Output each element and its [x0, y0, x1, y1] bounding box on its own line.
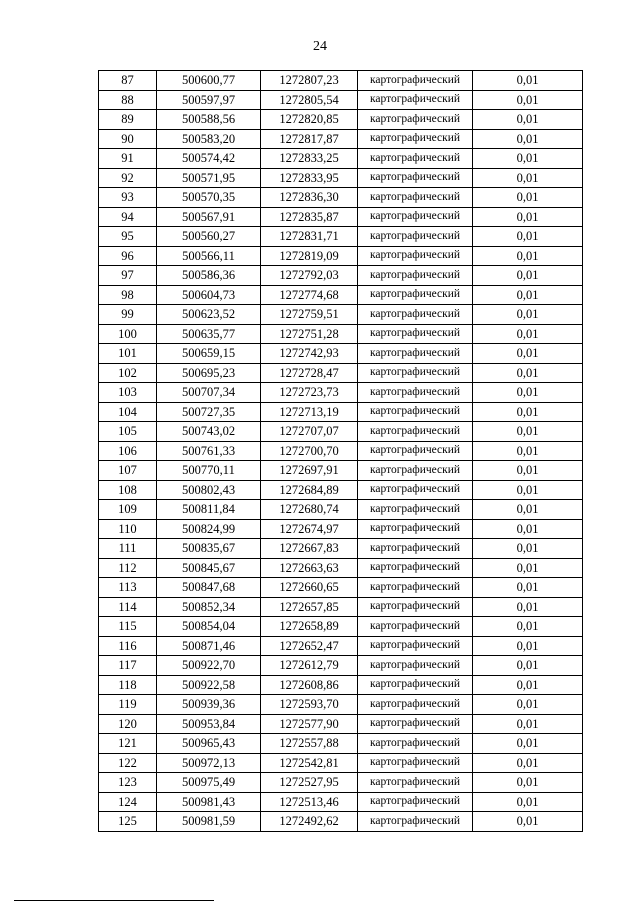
x-coordinate-cell: 500727,35 — [157, 402, 261, 422]
table-row — [99, 812, 583, 832]
point-number-cell: 109 — [99, 500, 157, 520]
accuracy-cell: 0,01 — [473, 734, 583, 754]
y-coordinate-cell: 1272700,70 — [261, 441, 358, 461]
y-coordinate-cell: 1272759,51 — [261, 305, 358, 325]
point-number-cell: 118 — [99, 675, 157, 695]
x-coordinate-cell: 500981,43 — [157, 792, 261, 812]
x-coordinate-cell: 500583,20 — [157, 129, 261, 149]
method-cell: картографический — [358, 383, 473, 403]
method-cell: картографический — [358, 207, 473, 227]
point-number-cell: 94 — [99, 207, 157, 227]
x-coordinate-cell: 500566,11 — [157, 246, 261, 266]
table-row — [99, 207, 583, 227]
table-row — [99, 773, 583, 793]
method-cell: картографический — [358, 344, 473, 364]
y-coordinate-cell: 1272663,63 — [261, 558, 358, 578]
method-cell: картографический — [358, 714, 473, 734]
accuracy-cell: 0,01 — [473, 558, 583, 578]
y-coordinate-cell: 1272836,30 — [261, 188, 358, 208]
x-coordinate-cell: 500965,43 — [157, 734, 261, 754]
point-number-cell: 97 — [99, 266, 157, 286]
table-row — [99, 714, 583, 734]
accuracy-cell: 0,01 — [473, 71, 583, 91]
method-cell: картографический — [358, 617, 473, 637]
x-coordinate-cell: 500811,84 — [157, 500, 261, 520]
accuracy-cell: 0,01 — [473, 188, 583, 208]
table-row — [99, 558, 583, 578]
table-row — [99, 597, 583, 617]
accuracy-cell: 0,01 — [473, 500, 583, 520]
method-cell: картографический — [358, 422, 473, 442]
method-cell: картографический — [358, 792, 473, 812]
y-coordinate-cell: 1272819,09 — [261, 246, 358, 266]
x-coordinate-cell: 500623,52 — [157, 305, 261, 325]
x-coordinate-cell: 500597,97 — [157, 90, 261, 110]
method-cell: картографический — [358, 578, 473, 598]
accuracy-cell: 0,01 — [473, 480, 583, 500]
accuracy-cell: 0,01 — [473, 227, 583, 247]
point-number-cell: 101 — [99, 344, 157, 364]
x-coordinate-cell: 500871,46 — [157, 636, 261, 656]
y-coordinate-cell: 1272657,85 — [261, 597, 358, 617]
table-row — [99, 363, 583, 383]
point-number-cell: 104 — [99, 402, 157, 422]
accuracy-cell: 0,01 — [473, 441, 583, 461]
accuracy-cell: 0,01 — [473, 285, 583, 305]
x-coordinate-cell: 500600,77 — [157, 71, 261, 91]
x-coordinate-cell: 500571,95 — [157, 168, 261, 188]
y-coordinate-cell: 1272667,83 — [261, 539, 358, 559]
point-number-cell: 125 — [99, 812, 157, 832]
table-row — [99, 480, 583, 500]
accuracy-cell: 0,01 — [473, 324, 583, 344]
x-coordinate-cell: 500635,77 — [157, 324, 261, 344]
accuracy-cell: 0,01 — [473, 461, 583, 481]
table-row — [99, 344, 583, 364]
method-cell: картографический — [358, 227, 473, 247]
y-coordinate-cell: 1272492,62 — [261, 812, 358, 832]
x-coordinate-cell: 500770,11 — [157, 461, 261, 481]
x-coordinate-cell: 500802,43 — [157, 480, 261, 500]
point-number-cell: 88 — [99, 90, 157, 110]
x-coordinate-cell: 500570,35 — [157, 188, 261, 208]
x-coordinate-cell: 500695,23 — [157, 363, 261, 383]
table-row — [99, 402, 583, 422]
point-number-cell: 119 — [99, 695, 157, 715]
point-number-cell: 100 — [99, 324, 157, 344]
method-cell: картографический — [358, 695, 473, 715]
y-coordinate-cell: 1272557,88 — [261, 734, 358, 754]
x-coordinate-cell: 500824,99 — [157, 519, 261, 539]
point-number-cell: 96 — [99, 246, 157, 266]
y-coordinate-cell: 1272608,86 — [261, 675, 358, 695]
point-number-cell: 92 — [99, 168, 157, 188]
y-coordinate-cell: 1272742,93 — [261, 344, 358, 364]
x-coordinate-cell: 500588,56 — [157, 110, 261, 130]
y-coordinate-cell: 1272831,71 — [261, 227, 358, 247]
y-coordinate-cell: 1272684,89 — [261, 480, 358, 500]
method-cell: картографический — [358, 539, 473, 559]
footnote-rule — [14, 900, 214, 901]
x-coordinate-cell: 500659,15 — [157, 344, 261, 364]
x-coordinate-cell: 500847,68 — [157, 578, 261, 598]
y-coordinate-cell: 1272820,85 — [261, 110, 358, 130]
accuracy-cell: 0,01 — [473, 656, 583, 676]
accuracy-cell: 0,01 — [473, 246, 583, 266]
method-cell: картографический — [358, 675, 473, 695]
table-row — [99, 149, 583, 169]
y-coordinate-cell: 1272751,28 — [261, 324, 358, 344]
accuracy-cell: 0,01 — [473, 695, 583, 715]
y-coordinate-cell: 1272817,87 — [261, 129, 358, 149]
table-row — [99, 578, 583, 598]
point-number-cell: 121 — [99, 734, 157, 754]
accuracy-cell: 0,01 — [473, 636, 583, 656]
accuracy-cell: 0,01 — [473, 812, 583, 832]
accuracy-cell: 0,01 — [473, 539, 583, 559]
table-row — [99, 129, 583, 149]
accuracy-cell: 0,01 — [473, 578, 583, 598]
point-number-cell: 114 — [99, 597, 157, 617]
method-cell: картографический — [358, 90, 473, 110]
table-row — [99, 695, 583, 715]
method-cell: картографический — [358, 753, 473, 773]
accuracy-cell: 0,01 — [473, 617, 583, 637]
y-coordinate-cell: 1272807,23 — [261, 71, 358, 91]
table-row — [99, 227, 583, 247]
point-number-cell: 98 — [99, 285, 157, 305]
table-row — [99, 461, 583, 481]
x-coordinate-cell: 500953,84 — [157, 714, 261, 734]
point-number-cell: 91 — [99, 149, 157, 169]
y-coordinate-cell: 1272658,89 — [261, 617, 358, 637]
point-number-cell: 106 — [99, 441, 157, 461]
method-cell: картографический — [358, 188, 473, 208]
y-coordinate-cell: 1272833,95 — [261, 168, 358, 188]
y-coordinate-cell: 1272707,07 — [261, 422, 358, 442]
x-coordinate-cell: 500922,70 — [157, 656, 261, 676]
table-row — [99, 539, 583, 559]
method-cell: картографический — [358, 129, 473, 149]
point-number-cell: 110 — [99, 519, 157, 539]
point-number-cell: 124 — [99, 792, 157, 812]
accuracy-cell: 0,01 — [473, 129, 583, 149]
table-row — [99, 792, 583, 812]
point-number-cell: 107 — [99, 461, 157, 481]
accuracy-cell: 0,01 — [473, 383, 583, 403]
method-cell: картографический — [358, 110, 473, 130]
x-coordinate-cell: 500743,02 — [157, 422, 261, 442]
method-cell: картографический — [358, 246, 473, 266]
point-number-cell: 122 — [99, 753, 157, 773]
y-coordinate-cell: 1272713,19 — [261, 402, 358, 422]
accuracy-cell: 0,01 — [473, 266, 583, 286]
method-cell: картографический — [358, 461, 473, 481]
coordinates-table-body — [99, 71, 583, 832]
table-row — [99, 110, 583, 130]
table-row — [99, 168, 583, 188]
x-coordinate-cell: 500707,34 — [157, 383, 261, 403]
point-number-cell: 108 — [99, 480, 157, 500]
point-number-cell: 111 — [99, 539, 157, 559]
accuracy-cell: 0,01 — [473, 90, 583, 110]
page-number: 24 — [313, 39, 327, 54]
x-coordinate-cell: 500574,42 — [157, 149, 261, 169]
y-coordinate-cell: 1272835,87 — [261, 207, 358, 227]
accuracy-cell: 0,01 — [473, 675, 583, 695]
x-coordinate-cell: 500761,33 — [157, 441, 261, 461]
accuracy-cell: 0,01 — [473, 402, 583, 422]
point-number-cell: 87 — [99, 71, 157, 91]
x-coordinate-cell: 500852,34 — [157, 597, 261, 617]
y-coordinate-cell: 1272577,90 — [261, 714, 358, 734]
y-coordinate-cell: 1272774,68 — [261, 285, 358, 305]
method-cell: картографический — [358, 519, 473, 539]
x-coordinate-cell: 500854,04 — [157, 617, 261, 637]
y-coordinate-cell: 1272728,47 — [261, 363, 358, 383]
table-row — [99, 519, 583, 539]
method-cell: картографический — [358, 149, 473, 169]
y-coordinate-cell: 1272833,25 — [261, 149, 358, 169]
accuracy-cell: 0,01 — [473, 207, 583, 227]
accuracy-cell: 0,01 — [473, 168, 583, 188]
x-coordinate-cell: 500586,36 — [157, 266, 261, 286]
table-row — [99, 285, 583, 305]
y-coordinate-cell: 1272652,47 — [261, 636, 358, 656]
point-number-cell: 113 — [99, 578, 157, 598]
method-cell: картографический — [358, 266, 473, 286]
point-number-cell: 89 — [99, 110, 157, 130]
x-coordinate-cell: 500972,13 — [157, 753, 261, 773]
point-number-cell: 116 — [99, 636, 157, 656]
accuracy-cell: 0,01 — [473, 714, 583, 734]
method-cell: картографический — [358, 168, 473, 188]
table-row — [99, 636, 583, 656]
x-coordinate-cell: 500939,36 — [157, 695, 261, 715]
table-row — [99, 753, 583, 773]
point-number-cell: 103 — [99, 383, 157, 403]
point-number-cell: 105 — [99, 422, 157, 442]
point-number-cell: 102 — [99, 363, 157, 383]
y-coordinate-cell: 1272513,46 — [261, 792, 358, 812]
method-cell: картографический — [358, 597, 473, 617]
method-cell: картографический — [358, 734, 473, 754]
table-row — [99, 266, 583, 286]
x-coordinate-cell: 500981,59 — [157, 812, 261, 832]
method-cell: картографический — [358, 558, 473, 578]
accuracy-cell: 0,01 — [473, 344, 583, 364]
y-coordinate-cell: 1272805,54 — [261, 90, 358, 110]
accuracy-cell: 0,01 — [473, 773, 583, 793]
table-row — [99, 383, 583, 403]
method-cell: картографический — [358, 363, 473, 383]
accuracy-cell: 0,01 — [473, 519, 583, 539]
y-coordinate-cell: 1272792,03 — [261, 266, 358, 286]
table-row — [99, 441, 583, 461]
accuracy-cell: 0,01 — [473, 363, 583, 383]
table-row — [99, 675, 583, 695]
table-row — [99, 617, 583, 637]
x-coordinate-cell: 500567,91 — [157, 207, 261, 227]
point-number-cell: 123 — [99, 773, 157, 793]
method-cell: картографический — [358, 636, 473, 656]
y-coordinate-cell: 1272612,79 — [261, 656, 358, 676]
x-coordinate-cell: 500604,73 — [157, 285, 261, 305]
x-coordinate-cell: 500835,67 — [157, 539, 261, 559]
accuracy-cell: 0,01 — [473, 110, 583, 130]
point-number-cell: 115 — [99, 617, 157, 637]
y-coordinate-cell: 1272542,81 — [261, 753, 358, 773]
y-coordinate-cell: 1272697,91 — [261, 461, 358, 481]
table-row — [99, 71, 583, 91]
method-cell: картографический — [358, 441, 473, 461]
x-coordinate-cell: 500560,27 — [157, 227, 261, 247]
method-cell: картографический — [358, 773, 473, 793]
method-cell: картографический — [358, 402, 473, 422]
method-cell: картографический — [358, 480, 473, 500]
method-cell: картографический — [358, 324, 473, 344]
point-number-cell: 93 — [99, 188, 157, 208]
table-row — [99, 422, 583, 442]
table-row — [99, 656, 583, 676]
point-number-cell: 99 — [99, 305, 157, 325]
y-coordinate-cell: 1272680,74 — [261, 500, 358, 520]
x-coordinate-cell: 500922,58 — [157, 675, 261, 695]
method-cell: картографический — [358, 305, 473, 325]
point-number-cell: 95 — [99, 227, 157, 247]
point-number-cell: 120 — [99, 714, 157, 734]
y-coordinate-cell: 1272674,97 — [261, 519, 358, 539]
table-row — [99, 188, 583, 208]
coordinates-table — [98, 70, 583, 832]
table-row — [99, 324, 583, 344]
accuracy-cell: 0,01 — [473, 149, 583, 169]
table-row — [99, 734, 583, 754]
y-coordinate-cell: 1272723,73 — [261, 383, 358, 403]
y-coordinate-cell: 1272593,70 — [261, 695, 358, 715]
point-number-cell: 90 — [99, 129, 157, 149]
y-coordinate-cell: 1272527,95 — [261, 773, 358, 793]
table-row — [99, 90, 583, 110]
method-cell: картографический — [358, 71, 473, 91]
table-row — [99, 500, 583, 520]
accuracy-cell: 0,01 — [473, 597, 583, 617]
accuracy-cell: 0,01 — [473, 305, 583, 325]
method-cell: картографический — [358, 812, 473, 832]
point-number-cell: 117 — [99, 656, 157, 676]
method-cell: картографический — [358, 500, 473, 520]
x-coordinate-cell: 500975,49 — [157, 773, 261, 793]
y-coordinate-cell: 1272660,65 — [261, 578, 358, 598]
accuracy-cell: 0,01 — [473, 792, 583, 812]
accuracy-cell: 0,01 — [473, 422, 583, 442]
table-row — [99, 246, 583, 266]
method-cell: картографический — [358, 656, 473, 676]
accuracy-cell: 0,01 — [473, 753, 583, 773]
point-number-cell: 112 — [99, 558, 157, 578]
method-cell: картографический — [358, 285, 473, 305]
table-row — [99, 305, 583, 325]
x-coordinate-cell: 500845,67 — [157, 558, 261, 578]
